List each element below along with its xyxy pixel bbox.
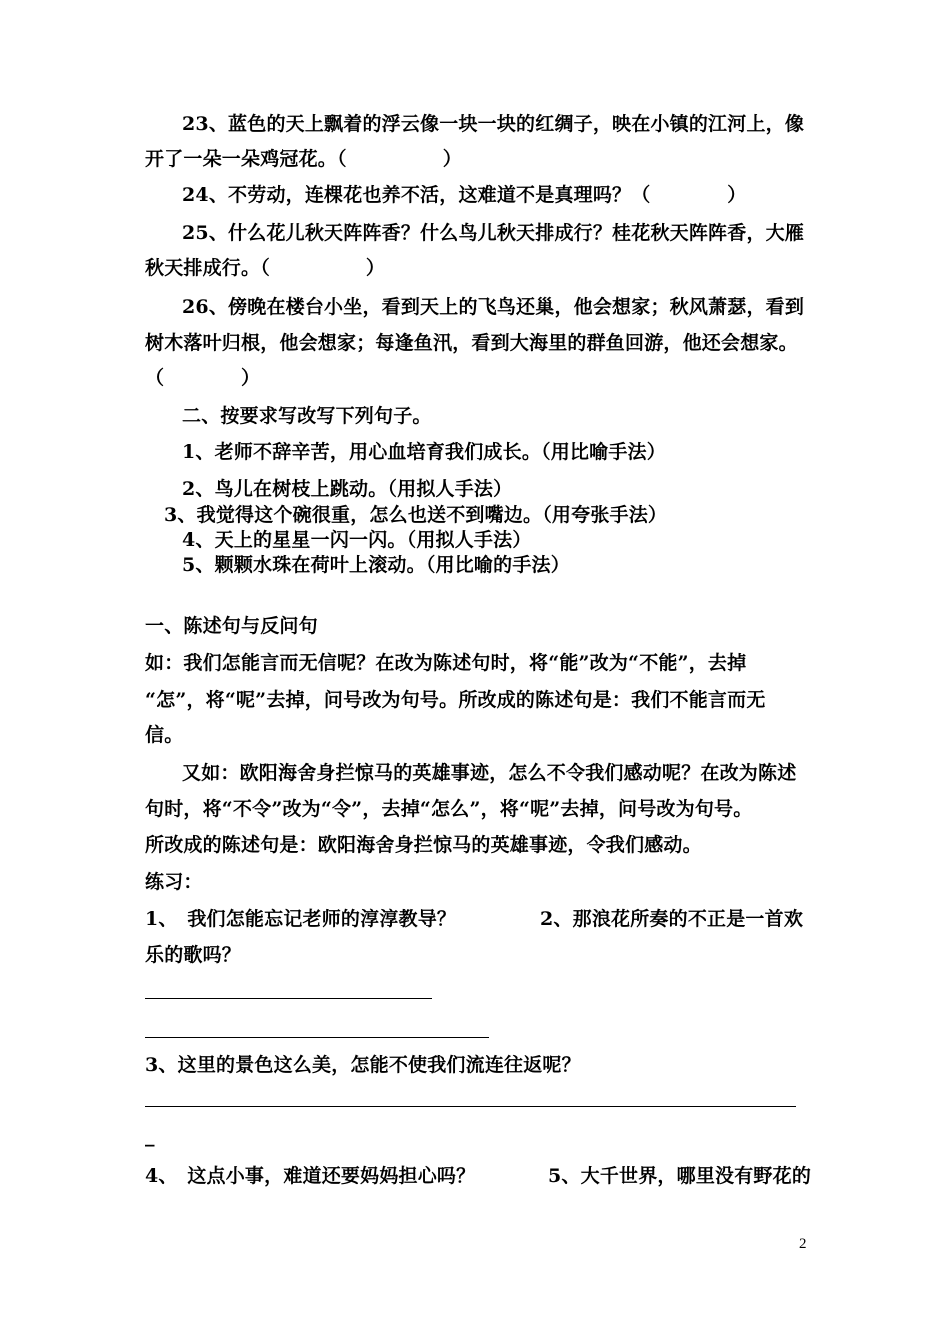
section-2-title: 二、按要求写改写下列句子。 <box>182 405 432 427</box>
example-1-line-1: 如：我们怎能言而无信呢？在改为陈述句时，将“能”改为“不能”，去掉 <box>145 652 747 674</box>
page-number: 2 <box>799 1236 807 1252</box>
section-2-item-5: 5、颗颗水珠在荷叶上滚动。（用比喻的手法） <box>182 554 570 576</box>
section-1-title: 一、陈述句与反问句 <box>145 615 318 637</box>
question-25-line-2: 秋天排成行。（ ） <box>145 257 386 279</box>
section-2-item-1: 1、老师不辞辛苦，用心血培育我们成长。（用比喻手法） <box>182 441 666 463</box>
example-1-line-2: “怎”，将“呢”去掉，问号改为句号。所改成的陈述句是：我们不能言而无 <box>145 689 766 711</box>
practice-3: 3、这里的景色这么美，怎能不使我们流连往返呢？ <box>145 1054 581 1076</box>
practice-4: 4、 这点小事，难道还要妈妈担心吗？ <box>145 1165 476 1187</box>
question-23-line-1: 23、蓝色的天上飘着的浮云像一块一块的红绸子，映在小镇的江河上，像 <box>182 113 805 135</box>
practice-1: 1、 我们怎能忘记老师的淳淳教导？ <box>145 908 457 930</box>
question-26-line-2: 树木落叶归根，他会想家；每逢鱼汛，看到大海里的群鱼回游，他还会想家。 <box>145 332 798 354</box>
section-2-item-2: 2、鸟儿在树枝上跳动。（用拟人手法） <box>182 478 513 500</box>
practice-2-line-1: 2、那浪花所奏的不正是一首欢 <box>540 908 804 930</box>
practice-5: 5、大千世界，哪里没有野花的 <box>548 1165 812 1187</box>
question-24: 24、不劳动，连棵花也养不活，这难道不是真理吗？（ ） <box>182 184 747 206</box>
section-2-item-3: 3、我觉得这个碗很重，怎么也送不到嘴边。（用夸张手法） <box>164 504 668 526</box>
question-26-line-1: 26、傍晚在楼台小坐，看到天上的飞鸟还巢，他会想家；秋风萧瑟，看到 <box>182 296 805 318</box>
section-2-item-4: 4、天上的星星一闪一闪。（用拟人手法） <box>182 529 532 551</box>
example-2-line-2: 句时，将“不令”改为“令”，去掉“怎么”，将“呢”去掉，问号改为句号。 <box>145 798 753 820</box>
question-26-line-3: （ ） <box>145 367 261 389</box>
answer-line-1[interactable] <box>145 998 432 999</box>
example-1-line-3: 信。 <box>145 724 184 746</box>
answer-line-2[interactable] <box>145 1037 489 1038</box>
question-25-line-1: 25、什么花儿秋天阵阵香？什么鸟儿秋天排成行？桂花秋天阵阵香，大雁 <box>182 222 805 244</box>
practice-title: 练习： <box>145 871 203 893</box>
example-2-line-1: 又如：欧阳海舍身拦惊马的英雄事迹，怎么不令我们感动呢？在改为陈述 <box>182 762 797 784</box>
answer-line-3-tail: _ <box>145 1125 155 1147</box>
question-23-line-2: 开了一朵一朵鸡冠花。（ ） <box>145 148 462 170</box>
example-2-line-3: 所改成的陈述句是：欧阳海舍身拦惊马的英雄事迹，令我们感动。 <box>145 834 702 856</box>
answer-line-3[interactable] <box>145 1106 796 1107</box>
practice-2-line-2: 乐的歌吗？ <box>145 944 242 966</box>
